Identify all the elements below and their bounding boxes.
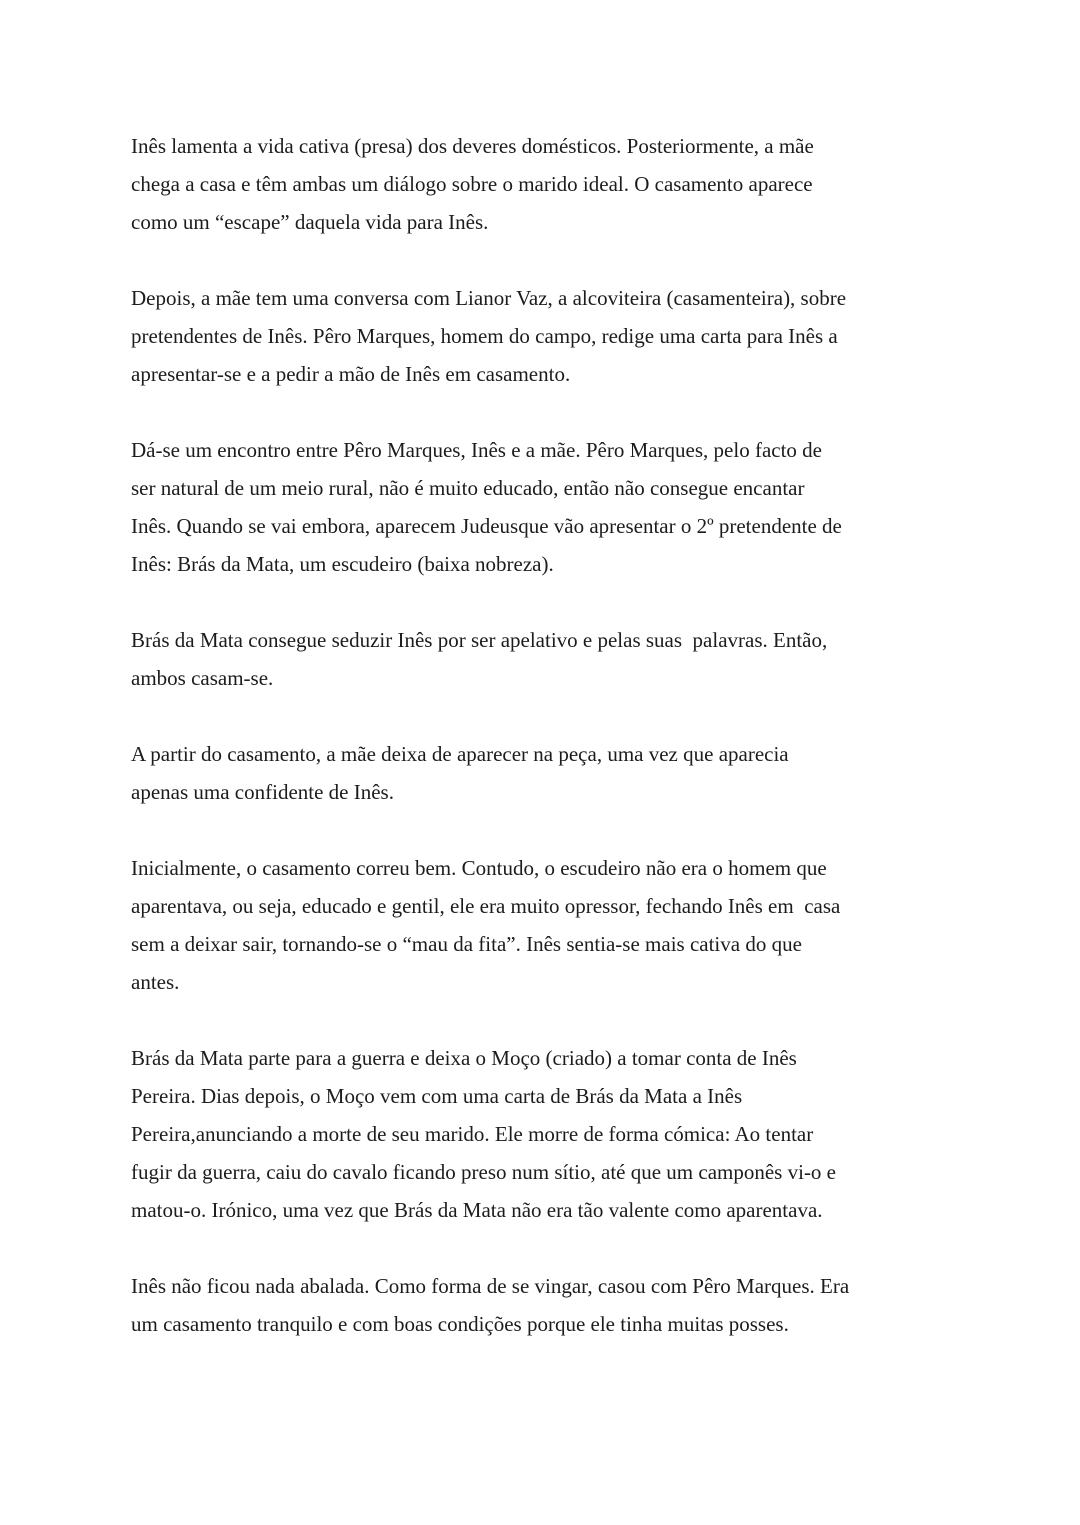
text-line: A partir do casamento, a mãe deixa de aparecer na peça, uma vez que aparecia [131, 742, 789, 766]
text-line: Inês lamenta a vida cativa (presa) dos deveres domésticos. Posteriormente, a mãe [131, 134, 814, 158]
text-line: Pereira. Dias depois, o Moço vem com uma carta de Brás da Mata a Inês [131, 1084, 743, 1108]
paragraph-5 [131, 735, 951, 811]
text-line: Inicialmente, o casamento correu bem. Contudo, o escudeiro não era o homem que [131, 856, 827, 880]
text-line: aparentava, ou seja, educado e gentil, ele era muito opressor, fechando Inês em casa [131, 894, 841, 918]
text-line: Dá-se um encontro entre Pêro Marques, Inês e a mãe. Pêro Marques, pelo facto de [131, 438, 822, 462]
text-line: sem a deixar sair, tornando-se o “mau da fita”. Inês sentia-se mais cativa do que [131, 932, 802, 956]
text-line: Inês: Brás da Mata, um escudeiro (baixa nobreza). [131, 552, 554, 576]
text-line: Pereira,anunciando a morte de seu marido. Ele morre de forma cómica: Ao tentar [131, 1122, 814, 1146]
paragraph-1 [131, 127, 951, 241]
document-page [131, 127, 951, 1381]
text-line: fugir da guerra, caiu do cavalo ficando preso num sítio, até que um camponês vi-o e [131, 1160, 837, 1184]
text-line: ambos casam-se. [131, 666, 274, 690]
paragraph-7 [131, 1039, 951, 1229]
text-line: como um “escape” daquela vida para Inês. [131, 210, 489, 234]
paragraph-6 [131, 849, 951, 1001]
text-line: Inês não ficou nada abalada. Como forma de se vingar, casou com Pêro Marques. Era [131, 1274, 850, 1298]
text-line: Brás da Mata consegue seduzir Inês por ser apelativo e pelas suas palavras. Então, [131, 628, 828, 652]
text-line: chega a casa e têm ambas um diálogo sobre o marido ideal. O casamento aparece [131, 172, 813, 196]
paragraph-8 [131, 1267, 951, 1343]
text-line: pretendentes de Inês. Pêro Marques, homem do campo, redige uma carta para Inês a [131, 324, 838, 348]
text-line: antes. [131, 970, 180, 994]
text-line: Inês. Quando se vai embora, aparecem Judeusque vão apresentar o 2º pretendente de [131, 514, 842, 538]
paragraph-4 [131, 621, 951, 697]
text-line: Depois, a mãe tem uma conversa com Lianor Vaz, a alcoviteira (casamenteira), sobre [131, 286, 847, 310]
paragraph-2 [131, 279, 951, 393]
text-line: matou-o. Irónico, uma vez que Brás da Mata não era tão valente como aparentava. [131, 1198, 823, 1222]
text-line: ser natural de um meio rural, não é muito educado, então não consegue encantar [131, 476, 805, 500]
text-line: Brás da Mata parte para a guerra e deixa o Moço (criado) a tomar conta de Inês [131, 1046, 797, 1070]
text-line: apenas uma confidente de Inês. [131, 780, 394, 804]
text-line: apresentar-se e a pedir a mão de Inês em casamento. [131, 362, 571, 386]
text-line: um casamento tranquilo e com boas condições porque ele tinha muitas posses. [131, 1312, 789, 1336]
paragraph-3 [131, 431, 951, 583]
